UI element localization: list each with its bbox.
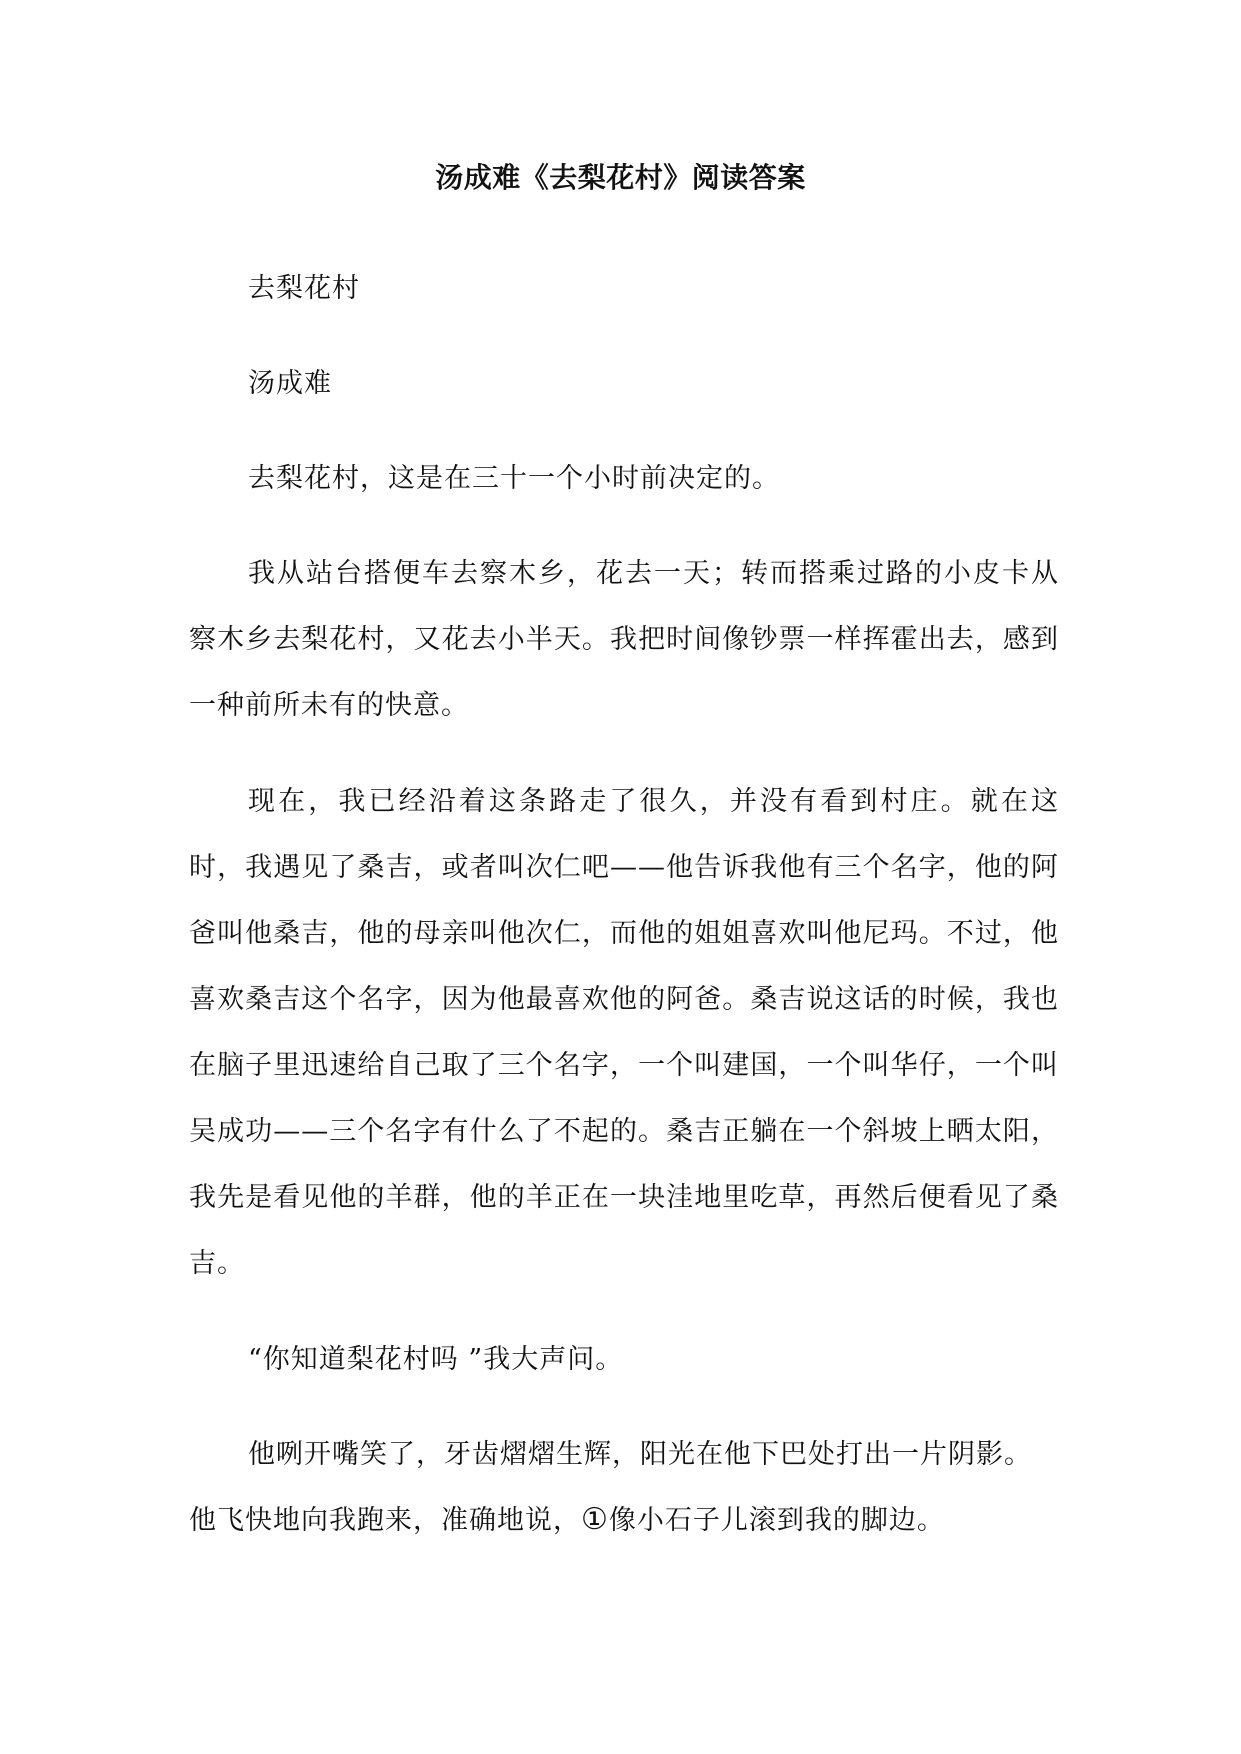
paragraph: “你知道梨花村吗 ”我大声问。 — [248, 1344, 624, 1375]
annotation-marker: ① — [581, 1502, 609, 1537]
paragraph — [189, 1488, 1059, 1554]
article-author: 汤成难 — [248, 368, 332, 399]
article-body — [189, 256, 1059, 1554]
paragraph: 现在，我已经沿着这条路走了很久，并没有看到村庄。就在这时，我遇见了桑吉，或者叫次仁吧——他告诉我他有三个名字，他的阿爸叫他桑吉，他的母亲叫他次仁，而他的姐姐喜欢叫他尼玛。不过，他喜欢桑吉这个名字，因为他最喜欢他的阿爸。桑吉说这话的时候，我也在脑子里迅速给自己取了三个名字，一个叫建国，一个叫华仔，一个叫吴成功——三个名字有什么了不起的。桑吉正躺在一个斜坡上晒太阳，我先是看见他的羊群，他的羊正在一块洼地里吃草，再然后便看见了桑吉。 — [189, 786, 1059, 1279]
document-title: 汤成难《去梨花村》阅读答案 — [435, 161, 806, 194]
paragraph: 去梨花村，这是在三十一个小时前决定的。 — [248, 463, 780, 494]
paragraph: 他咧开嘴笑了，牙齿熠熠生辉，阳光在他下巴处打出一片阴影。 — [248, 1439, 1032, 1470]
article-heading: 去梨花村 — [248, 273, 360, 304]
paragraph: 我从站台搭便车去察木乡，花去一天；转而搭乘过路的小皮卡从察木乡去梨花村，又花去小半天。我把时间像钞票一样挥霍出去，感到一种前所未有的快意。 — [189, 558, 1059, 721]
paragraph-text: 像小石子儿滚到我的脚边。 — [608, 1505, 945, 1536]
paragraph-text: 他飞快地向我跑来，准确地说， — [189, 1505, 581, 1536]
